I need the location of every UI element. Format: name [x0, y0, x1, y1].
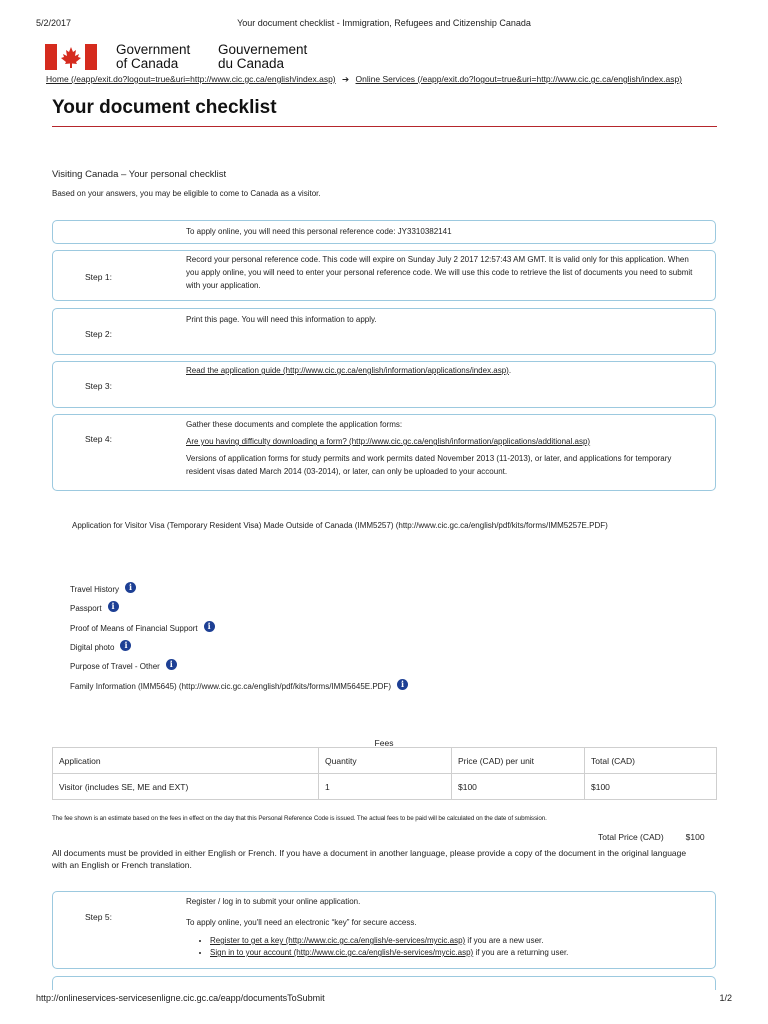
document-item-passport	[70, 601, 119, 615]
step-5-options	[186, 935, 697, 959]
document-label: Proof of Means of Financial Support	[70, 624, 198, 633]
total-price-label: Total Price (CAD)	[598, 832, 664, 842]
fees-col-quantity: Quantity	[319, 748, 452, 774]
info-icon[interactable]: i	[204, 621, 215, 632]
step-2-label: Step 2:	[85, 329, 112, 339]
family-information-link[interactable]: Family Information (IMM5645) (http://www.cic.gc.ca/english/pdf/kits/forms/IMM5645E.PDF)	[70, 682, 391, 691]
table-row	[53, 774, 717, 800]
document-label: Passport	[70, 604, 102, 613]
checklist-subheading: Visiting Canada – Your personal checklist	[52, 169, 227, 180]
step-4-form-version-note: Versions of application forms for study permits and work permits dated November 2013 (11-2013), or later, and applications for temporary resident visas dated March 2014 (03-2014), or later, can only be uploaded to your account.	[186, 454, 672, 476]
document-item-financial-support	[70, 621, 215, 635]
step-3-period: .	[508, 366, 512, 375]
step-4-content	[186, 418, 697, 482]
document-label: Digital photo	[70, 643, 115, 652]
signature-fr-line2: du Canada	[218, 56, 285, 71]
document-item-family-information	[70, 679, 408, 693]
step-1-label: Step 1:	[85, 272, 112, 282]
step-4-box	[52, 414, 716, 491]
fee-estimate-note: The fee shown is an estimate based on the fees in effect on the day that this Personal Reference Code is issued. The actual fees to be paid will be calculated on the date of submission.	[52, 815, 547, 822]
info-icon[interactable]: i	[120, 640, 131, 651]
step-4-label: Step 4:	[85, 434, 112, 444]
document-item-digital-photo	[70, 640, 131, 654]
register-key-suffix: if you are a new user.	[465, 936, 544, 945]
register-key-link[interactable]: Register to get a key (http://www.cic.gc.ca/english/e-services/mycic.asp)	[210, 936, 466, 945]
step-5-box	[52, 891, 716, 969]
application-form-link[interactable]: Application for Visitor Visa (Temporary Resident Visa) Made Outside of Canada (IMM5257) (http://www.cic.gc.ca/english/pdf/kits/forms/IMM5257E.PDF)	[72, 521, 608, 530]
page-title: Your document checklist	[52, 97, 277, 118]
print-page-number: 1/2	[719, 993, 732, 1003]
list-item	[210, 935, 697, 947]
download-help-link[interactable]: Are you having difficulty downloading a form? (http://www.cic.gc.ca/english/information/applications/additional.asp)	[186, 437, 591, 446]
total-price	[598, 832, 705, 842]
fees-header-row	[53, 748, 717, 774]
print-url: http://onlineservices-servicesenligne.cic.gc.ca/eapp/documentsToSubmit	[36, 993, 325, 1003]
list-item	[210, 947, 697, 959]
government-signature-fr	[218, 43, 307, 71]
document-label: Travel History	[70, 585, 120, 594]
government-signature-en	[116, 43, 190, 71]
breadcrumb	[46, 74, 682, 85]
document-item-travel-history	[70, 582, 136, 596]
fees-col-price: Price (CAD) per unit	[452, 748, 585, 774]
step-2-text: Print this page. You will need this information to apply.	[186, 315, 377, 324]
step-5-line2: To apply online, you'll need an electronic “key” for secure access.	[186, 918, 417, 927]
signature-en-line1: Government	[116, 42, 191, 57]
sign-in-suffix: if you are a returning user.	[473, 948, 569, 957]
print-date: 5/2/2017	[36, 18, 72, 28]
info-icon[interactable]: i	[125, 582, 136, 593]
step-4-text: Gather these documents and complete the application forms:	[186, 420, 403, 429]
reference-code-box	[52, 220, 716, 244]
step-3-label: Step 3:	[85, 381, 112, 391]
fees-col-total: Total (CAD)	[585, 748, 717, 774]
signature-fr-line1: Gouvernement	[218, 42, 308, 57]
fees-table	[52, 747, 717, 800]
step-3-box	[52, 361, 716, 408]
step-2-box	[52, 308, 716, 355]
fees-cell-application: Visitor (includes SE, ME and EXT)	[53, 774, 319, 800]
document-item-purpose-of-travel	[70, 659, 177, 673]
print-page-title: Your document checklist - Immigration, Refugees and Citizenship Canada	[237, 18, 531, 28]
info-icon[interactable]: i	[166, 659, 177, 670]
eligibility-intro: Based on your answers, you may be eligible to come to Canada as a visitor.	[52, 189, 321, 198]
fees-title: Fees	[374, 738, 394, 748]
canada-flag-icon	[45, 44, 97, 70]
document-label: Purpose of Travel - Other	[70, 662, 160, 671]
step-5-line1: Register / log in to submit your online application.	[186, 897, 361, 906]
breadcrumb-arrow-icon: ➔	[342, 74, 350, 84]
next-step-box	[52, 976, 716, 990]
info-icon[interactable]: i	[108, 601, 119, 612]
fees-col-application: Application	[53, 748, 319, 774]
info-icon[interactable]: i	[397, 679, 408, 690]
signature-en-line2: of Canada	[116, 56, 179, 71]
total-price-value: $100	[685, 832, 705, 842]
step-5-content	[186, 895, 697, 959]
breadcrumb-online-services-link[interactable]: Online Services (/eapp/exit.do?logout=true&uri=http://www.cic.gc.ca/english/index.asp)	[355, 74, 682, 84]
breadcrumb-home-link[interactable]: Home (/eapp/exit.do?logout=true&uri=http://www.cic.gc.ca/english/index.asp)	[46, 74, 336, 84]
sign-in-link[interactable]: Sign in to your account (http://www.cic.gc.ca/english/e-services/mycic.asp)	[210, 948, 474, 957]
fees-cell-price: $100	[452, 774, 585, 800]
step-3-content	[186, 364, 697, 377]
fees-cell-quantity: 1	[319, 774, 452, 800]
print-header	[36, 18, 732, 30]
title-divider	[52, 126, 717, 127]
application-guide-link[interactable]: Read the application guide (http://www.cic.gc.ca/english/information/applications/index.asp)	[186, 366, 509, 375]
reference-code-text: To apply online, you will need this personal reference code: JY3310382141	[186, 227, 452, 236]
step-1-text: Record your personal reference code. This code will expire on Sunday July 2 2017 12:57:43 AM GMT. It is valid only for this application. When you apply online, you will need to enter your personal reference code. We will use this code to retrieve the list of documents you need to submit with your application.	[186, 255, 693, 290]
fees-cell-total: $100	[585, 774, 717, 800]
step-1-box	[52, 250, 716, 301]
language-requirement-note: All documents must be provided in either English or French. If you have a document in another language, please provide a copy of the document in the original language with an English or French translation.	[52, 848, 687, 870]
step-5-label: Step 5:	[85, 912, 112, 922]
